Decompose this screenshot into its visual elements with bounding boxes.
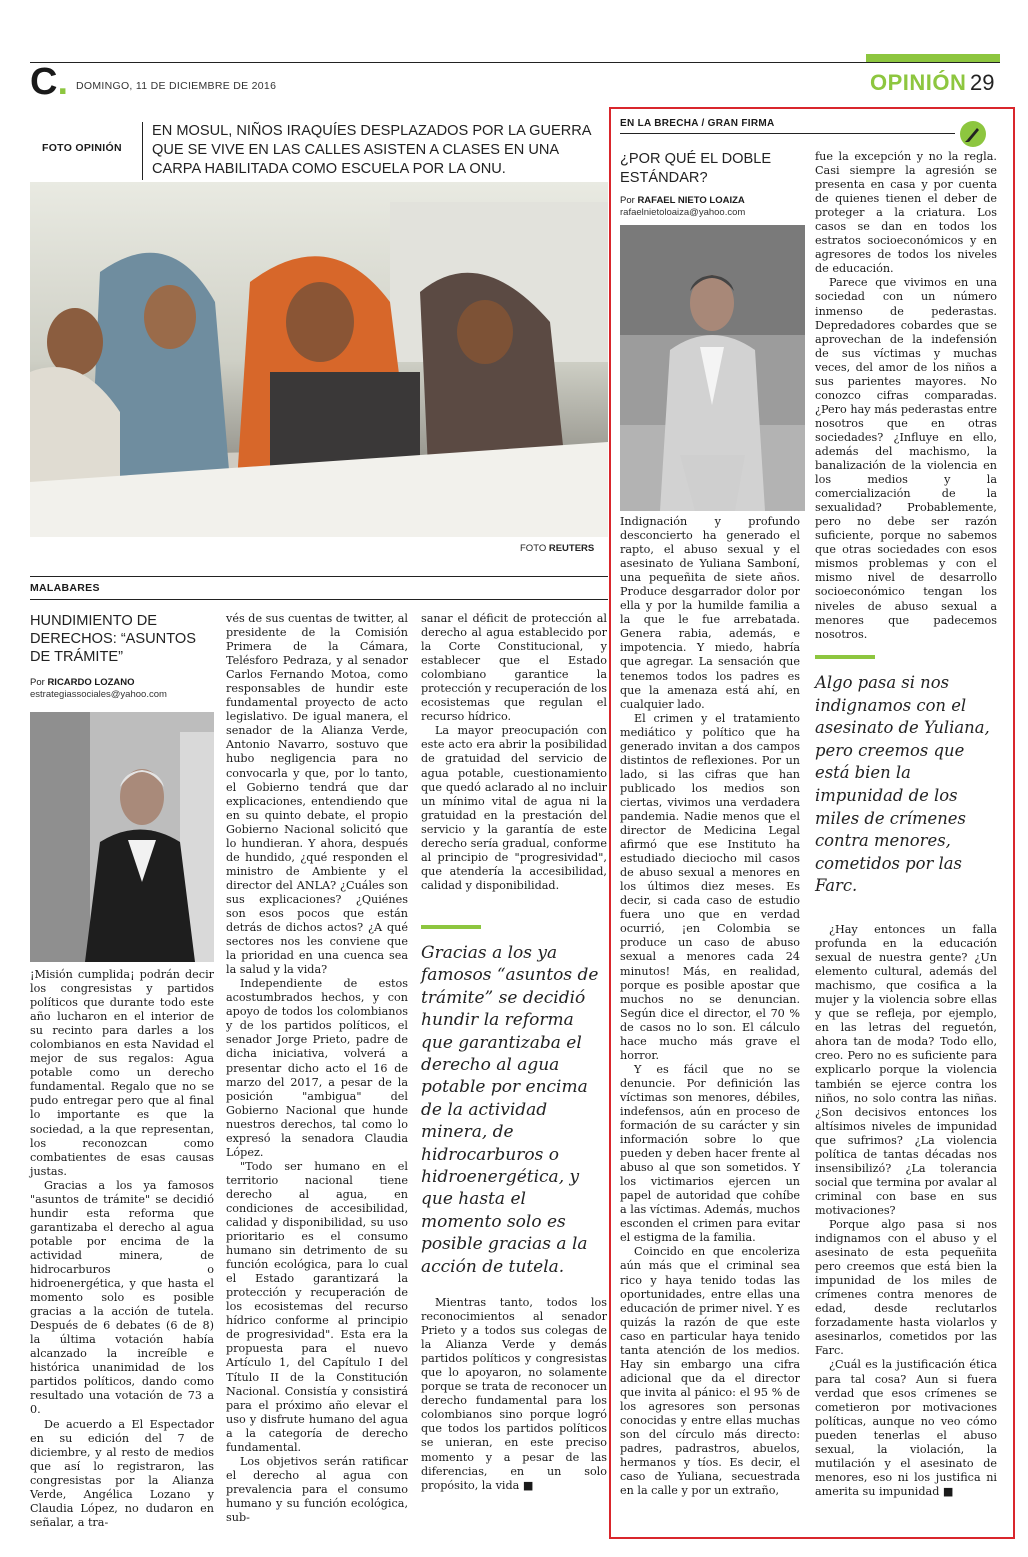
brecha-headline: ¿POR QUÉ EL DOBLE ESTÁNDAR? xyxy=(620,151,772,186)
caption-divider xyxy=(142,122,143,180)
paragraph: El crimen y el tratamiento mediático y político que ha generado invitan a dos campos distintos de reflexiones. Por un lado, si las cifras que han publicado los medios son ciertas, vivimos una verdadera pandemia. Nadie menos que el director de Medicina Legal afirmó que ese Instituto ha estudiado dieciocho mil casos de abuso sexual a menores en los últimos diez meses. Es decir, si cada caso de estudio fuera uno que en verdad ocurrió, ¡en Colombia se produce un caso de abuso sexual a menores cada 24 minutos! Más, en realidad, porque es posible apostar que muchos no se denuncian. Según dice el director, el 70 % de casos no lo son. El cálculo hace mucho más grave el horror. xyxy=(620,711,800,1062)
paragraph: Los objetivos serán ratificar el derecho al agua con prevalencia para el consumo humano y su función ecológica, sub- xyxy=(226,1454,408,1524)
malabares-column-3-top xyxy=(421,612,607,893)
malabares-email: estrategiassociales@yahoo.com xyxy=(30,689,167,700)
malabares-top-rule xyxy=(30,576,608,577)
brecha-section-label: EN LA BRECHA / GRAN FIRMA xyxy=(620,118,775,129)
brecha-email: rafaelnietoloaiza@yahoo.com xyxy=(620,207,746,218)
classroom-photo-illustration xyxy=(30,182,608,537)
pullquote-accent xyxy=(815,655,875,659)
brecha-pullquote: Algo pasa si nos indignamos con el asesinato de Yuliana, pero creemos que está bien la impunidad de los miles de crímenes contra menores, cometidos por las Farc. xyxy=(815,673,990,896)
newspaper-logo: C. xyxy=(30,61,69,103)
paragraph: Mientras tanto, todos los reconocimientos al senador Prieto y a todos sus colegas de la Alianza Verde y demás partidos políticos y congresistas que lo apoyaron, no solamente porque se trata de reconocer un derecho fundamental para los colombianos sino porque logró que todos los partidos políticos se unieran, en este preciso momento y a pesar de las diferencias, en un solo propósito, la vida ■ xyxy=(421,1296,607,1492)
section-title: OPINIÓN xyxy=(870,70,967,95)
malabares-label-rule xyxy=(30,599,608,600)
photo-credit: FOTO REUTERS xyxy=(520,543,595,554)
paragraph: De acuerdo a El Espectador en su edición del 7 de diciembre, y al resto de medios que así lo registraron, las congresistas por la Alianza Verde, Angélica Lozano y Claudia López, no dudaron en señalar, a tra- xyxy=(30,1417,214,1529)
malabares-pullquote: Gracias a los ya famosos “asuntos de trámite” se decidió hundir la reforma que garantizaba el derecho al agua potable por encima de la actividad minera, de hidrocarburos o hidroenergética, y que hasta el momento solo es posible gracias a la acción de tutela. xyxy=(421,943,599,1277)
brecha-byline: Por RAFAEL NIETO LOAIZA xyxy=(620,195,745,206)
top-rule xyxy=(30,62,1000,63)
malabares-column-1 xyxy=(30,968,214,1530)
paragraph: Y es fácil que no se denuncie. Por definición las víctimas son menores, débiles, indefensos, aún en proceso de formación de su carácter y sin información sobre lo que pueden y deben hacer frente al abuso al que son sometidos. Y los victimarios ejercen un papel de autoridad que cohíbe a las víctimas. Además, muchos esconden el crimen para evitar el estigma de la familia. xyxy=(620,1062,800,1245)
photo-caption: EN MOSUL, NIÑOS IRAQUÍES DESPLAZADOS POR LA GUERRA QUE SE VIVE EN LAS CALLES ASISTEN A CLASES EN UNA CARPA HABILITADA COMO ESCUELA POR LA ONU. xyxy=(152,123,591,177)
paragraph: ¿Cuál es la justificación ética para tal cosa? Aun si fuera verdad que esos crímenes se cometieron por motivaciones políticas, aunque no veo cómo pueden tenerlas el abuso sexual, la violación, la mutilación y el asesinato de menores, eso ni los justifica ni amerita su impunidad ■ xyxy=(815,1358,997,1498)
paragraph: sanar el déficit de protección al derecho al agua establecido por la Corte Constitucional, y establecer que el Estado colombiano garantice la protección y recuperación de los ecosistemas que regulan el recurso hídrico. xyxy=(421,612,607,724)
malabares-column-2 xyxy=(226,612,408,1525)
paragraph: fue la excepción y no la regla. Casi siempre la agresión se presenta en casa y por cuenta de quienes tienen el deber de proteger a la criatura. Los casos se dan en todos los estratos socioeconómicos y en agresores de todos los niveles de educación. xyxy=(815,150,997,276)
paragraph: "Todo ser humano en el territorio nacional tiene derecho al agua, en condiciones de accesibilidad, calidad y disponibilidad, su uso prioritario es el consumo humano sin detrimento de su función ecológica, para lo cual el Estado garantizará la protección y recuperación de los ecosistemas del recurso hídrico conforme al principio de progresividad". Esta era la propuesta para el nuevo Artículo 1, del Capítulo I del Título II de la Constitución Nacional. Consistía y consistirá para el próximo año elevar el uso y disfrute humano del agua a la categoría de derecho fundamental. xyxy=(226,1159,408,1454)
paragraph: ¿Hay entonces un falla profunda en la educación sexual de nuestra gente? ¿Un elemento cultural, además del machismo, que cosifica a la mujer y la violencia sobre ellas y que se refleja, por ejemplo, en las letras del reguetón, ahora tan de moda? Todo ello, creo. Pero no es suficiente para explicarlo porque la violencia también se ejerce contra los niños, no solo contra las niñas. ¿Son decisivos entonces los altísimos niveles de impunidad que sufrimos? ¿La violencia política de tantas décadas nos insensibilizó? ¿La tolerancia social que termina por avalar al criminal con base en sus motivaciones? xyxy=(815,923,997,1217)
brecha-column-2-top xyxy=(815,150,997,642)
paragraph: Coincido en que encoleriza aún más que el criminal sea rico y haya tenido todas las oportunidades, entre ellas una educación de primer nivel. Y es quizás la razón de que este caso en particular haya tenido tanta atención de los medios. Hay sin embargo una cifra adicional que da el director que invita al pánico: el 95 % de los agresores son personas conocidas y entre ellas muchas son del círculo más directo: padres, padrastros, abuelos, hermanos y tíos. Es decir, el caso de Yuliana, secuestrada en la calle y por un extraño, xyxy=(620,1245,800,1498)
author-portrait xyxy=(30,712,214,962)
paragraph: Parece que vivimos en una sociedad con un número inmenso de pederastas. Depredadores cobardes que se aprovechan de la indefensión de sus víctimas y muchas veces, del amor de los niños a sus parientes mayores. No conozco cifras comparadas. ¿Pero hay más pederastas entre nosotros que en otras sociedades? ¿Influye en ello, además del machismo, la banalización de la violencia en los medios y la comercialización de la sexualidad? Probablemente, pero no debe ser razón suficiente, porque no sabemos que otras sociedades con esos mismos problemas y con el mismo nivel de desarrollo socioeconómico tengan los niveles de abuso sexual a menores que padecemos nosotros. xyxy=(815,276,997,641)
paragraph: Independiente de estos acostumbrados hechos, y con apoyo de todos los colombianos y de los partidos políticos, el senador Jorge Prieto, padre de dicha iniciativa, volverá a presentar dicho acto el 16 de marzo del 2017, a pesar de la posición "ambigua" del Gobierno Nacional que hunde nuestros derechos, tal como lo expresó la senadora Claudia López. xyxy=(226,977,408,1159)
paragraph: Gracias a los ya famosos "asuntos de trámite" se decidió hundir esta reforma que garantizaba el derecho al agua potable por encima de la actividad minera, de hidrocarburos o hidroenergética, y que hasta el momento solo es posible gracias a la acción de tutela. Después de 6 debates (6 de 8) la última votación había alcanzado la increíble e histórica unanimidad de los partidos políticos, dando como resultado una votación de 73 a 0. xyxy=(30,1178,214,1417)
pullquote-accent xyxy=(421,925,481,929)
pen-icon xyxy=(960,121,986,147)
brecha-author-photo xyxy=(620,225,805,511)
paragraph: vés de sus cuentas de twitter, al presidente de la Comisión Primera de la Cámara, Telésforo Pedraza, y al senador Carlos Fernando Motoa, como responsables de hundir este fundamental proyecto de acto legislativo. De igual manera, el senador de la Alianza Verde, Antonio Navarro, sostuvo que hubo negligencia para no convocarla y que, por lo tanto, el Gobierno tendrá que dar explicaciones, entendiendo que en su quinto debate, el propio Gobierno Nacional solicitó que lo hundieran. Y ahora, después de hundido, ¿qué responden el ministro de Ambiente y el director del ANLA? ¿Cuáles son sus explicaciones? ¿Quiénes son esos pocos que están detrás de dichos actos? ¿A qué sectores nos les conviene que la prioridad en una cuenca sea la salud y la vida? xyxy=(226,612,408,977)
malabares-section-label: MALABARES xyxy=(30,582,100,594)
malabares-column-3-bottom xyxy=(421,1296,607,1493)
brecha-column-1 xyxy=(620,515,800,1498)
malabares-byline: Por RICARDO LOZANO xyxy=(30,677,135,688)
page-number: 29 xyxy=(970,70,995,95)
malabares-author-photo xyxy=(30,712,214,962)
malabares-headline: HUNDIMIENTO DE DERECHOS: “ASUNTOS DE TRÁMITE” xyxy=(30,613,196,665)
paragraph: Indignación y profundo desconcierto ha generado el rapto, el abuso sexual y el asesinato de Yuliana Samboní, una pequeñita de siete años. Produce desgarrador dolor por ella y por la humilde familia a la que le fue arrebatada. Genera rabia, además, e impotencia. Y miedo, habría que agregar. La sensación que tenemos todos los padres es que la amenaza está ahí, en cualquier lado. xyxy=(620,515,800,711)
paragraph: ¡Misión cumplida¡ podrán decir los congresistas y partidos políticos que durante todo este año lucharon en el interior de su recinto para darles a los colombianos en esta Navidad el mejor de sus regalos: Agua potable como un derecho fundamental. Regalo que no se pudo entregar pero que al final lo importante es que la sociedad, a la que representan, los reconozcan como combatientes de esas causas justas. xyxy=(30,968,214,1178)
brecha-column-2-bottom xyxy=(815,923,997,1499)
paragraph: Porque algo pasa si nos indignamos con el abuso y el asesinato de esta pequeñita pero creemos que está bien la impunidad de los miles de crímenes contra menores de edad, desde reclutarlos forzadamente hasta violarlos y asesinarlos, cometidos por las Farc. xyxy=(815,1217,997,1358)
section-accent-bar xyxy=(866,54,1000,62)
news-photo xyxy=(30,182,608,537)
issue-date: DOMINGO, 11 DE DICIEMBRE DE 2016 xyxy=(76,80,277,92)
photo-opinion-label: FOTO OPINIÓN xyxy=(42,142,122,154)
brecha-label-rule xyxy=(620,133,955,134)
paragraph: La mayor preocupación con este acto era abrir la posibilidad de gratuidad del servicio de agua potable, cuestionamiento que quedó aclarado al no incluir un mínimo vital de agua ni la gratuidad en la prestación del servicio y la garantía de este derecho sería gradual, conforme al principio de "progresividad", que atendería la accesibilidad, calidad y disponibilidad. xyxy=(421,724,607,892)
author-portrait xyxy=(620,225,805,511)
